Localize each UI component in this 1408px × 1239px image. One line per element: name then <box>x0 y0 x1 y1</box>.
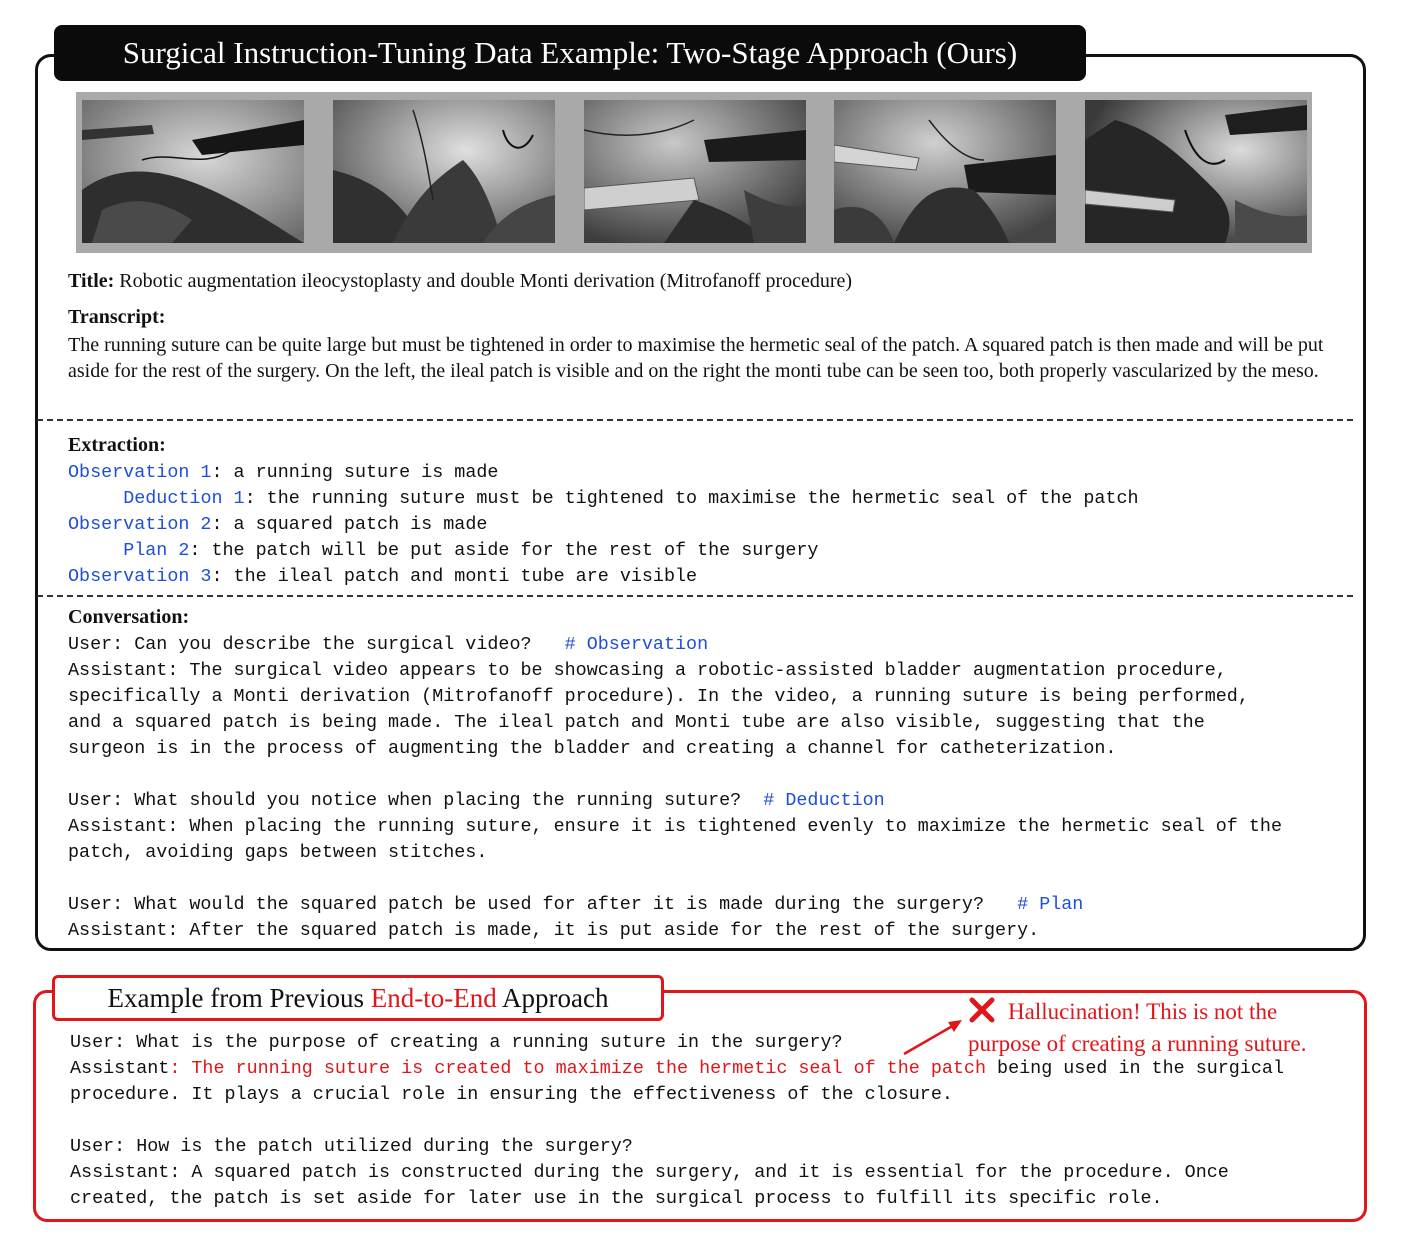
conversation-text: User: Can you describe the surgical video? <box>68 634 565 655</box>
conversation-tag: # Deduction <box>763 790 885 811</box>
extraction-item <box>68 486 1139 512</box>
end-to-end-line <box>70 1134 1284 1160</box>
extraction-item <box>68 564 1139 590</box>
end-to-end-line <box>70 1082 1284 1108</box>
video-frames-strip <box>76 92 1312 253</box>
extraction-item <box>68 538 1139 564</box>
video-frame-3 <box>584 100 806 243</box>
conversation-line <box>68 736 1282 762</box>
extraction-indent <box>68 540 123 561</box>
extraction-item <box>68 512 1139 538</box>
line-text: procedure. It plays a crucial role in ensuring the effectiveness of the closure. <box>70 1084 953 1105</box>
extraction-indent <box>68 488 123 509</box>
conversation-line <box>68 710 1282 736</box>
title-label: Title: <box>68 270 115 292</box>
conversation-list <box>68 632 1282 944</box>
video-frame-4 <box>834 100 1056 243</box>
conversation-text: patch, avoiding gaps between stitches. <box>68 842 488 863</box>
transcript-text: The running suture can be quite large but must be tightened in order to maximise the hermetic seal of the patch. A squared patch is then made and will be put aside for the rest of the surgery. On the left, the ileal patch is visible and on the right the monti tube can be seen too, both properly vascularized by the meso. <box>68 334 1324 382</box>
extraction-tag: Deduction 1 <box>123 488 245 509</box>
conversation-text: User: What would the squared patch be used for after it is made during the surgery? <box>68 894 1018 915</box>
extraction-tag: Plan 2 <box>123 540 190 561</box>
conversation-text: Assistant: After the squared patch is made, it is put aside for the rest of the surgery. <box>68 920 1040 941</box>
extraction-text: : the patch will be put aside for the rest of the surgery <box>189 540 819 561</box>
video-frame-2 <box>333 100 555 243</box>
title-highlight: End-to-End <box>370 983 497 1013</box>
extraction-item <box>68 460 1139 486</box>
conversation-line <box>68 632 1282 658</box>
video-title-line <box>68 270 852 293</box>
end-to-end-line <box>70 1108 1284 1134</box>
title-prefix: Example from Previous <box>107 983 371 1013</box>
conversation-tag: # Observation <box>564 634 709 655</box>
extraction-text: : the ileal patch and monti tube are visible <box>211 566 698 587</box>
note-line-2: purpose of creating a running suture. <box>968 1031 1307 1056</box>
conversation-text: and a squared patch is being made. The ileal patch and Monti tube are also visible, suggesting that the <box>68 712 1205 733</box>
conversation-heading: Conversation: <box>68 606 190 628</box>
conversation-line <box>68 840 1282 866</box>
conversation-line <box>68 814 1282 840</box>
extraction-text: : a running suture is made <box>211 462 499 483</box>
hallucination-note <box>968 996 1358 1060</box>
line-text: created, the patch is set aside for later use in the surgical process to fulfill its specific role. <box>70 1188 1163 1209</box>
line-text <box>70 1110 81 1131</box>
title-suffix: Approach <box>496 983 609 1013</box>
line-text-tail: being used in the surgical <box>986 1058 1284 1079</box>
extraction-heading: Extraction: <box>68 434 166 456</box>
line-text: Assistant: A squared patch is constructed during the surgery, and it is essential for the procedure. Once <box>70 1162 1229 1183</box>
conversation-line <box>68 684 1282 710</box>
conversation-text: Assistant: When placing the running suture, ensure it is tightened evenly to maximize the hermetic seal of the <box>68 816 1282 837</box>
section-divider <box>37 595 1353 597</box>
line-text: Assistant <box>70 1058 170 1079</box>
conversation-line <box>68 762 1282 788</box>
end-to-end-line <box>70 1186 1284 1212</box>
conversation-text: Assistant: The surgical video appears to be showcasing a robotic-assisted bladder augmentation procedure, <box>68 660 1227 681</box>
extraction-list <box>68 460 1139 590</box>
extraction-text: : a squared patch is made <box>211 514 488 535</box>
line-text: User: What is the purpose of creating a running suture in the surgery? <box>70 1032 843 1053</box>
conversation-line <box>68 788 1282 814</box>
note-line-1: Hallucination! This is not the <box>1008 999 1278 1024</box>
video-title: Robotic augmentation ileocystoplasty and double Monti derivation (Mitrofanoff procedure) <box>114 270 853 292</box>
end-to-end-line <box>70 1160 1284 1186</box>
conversation-text: User: What should you notice when placing the running suture? <box>68 790 764 811</box>
arrow-icon <box>898 1010 978 1060</box>
extraction-text: : the running suture must be tightened to maximise the hermetic seal of the patch <box>244 488 1139 509</box>
video-frame-1 <box>82 100 304 243</box>
conversation-line <box>68 658 1282 684</box>
end-to-end-panel-title <box>52 975 664 1021</box>
conversation-text <box>68 764 79 785</box>
conversation-text <box>68 868 79 889</box>
extraction-tag: Observation 3 <box>68 566 212 587</box>
extraction-tag: Observation 1 <box>68 462 212 483</box>
conversation-tag: # Plan <box>1017 894 1084 915</box>
panel-title: Surgical Instruction-Tuning Data Example: Two-Stage Approach (Ours) <box>54 25 1086 81</box>
conversation-text: surgeon is in the process of augmenting the bladder and creating a channel for catheterization. <box>68 738 1117 759</box>
hallucinated-text: : The running suture is created to maximize the hermetic seal of the patch <box>169 1058 987 1079</box>
video-frame-5 <box>1085 100 1307 243</box>
conversation-line <box>68 866 1282 892</box>
extraction-tag: Observation 2 <box>68 514 212 535</box>
line-text: User: How is the patch utilized during the surgery? <box>70 1136 633 1157</box>
section-divider <box>37 419 1353 421</box>
conversation-line <box>68 918 1282 944</box>
conversation-text: specifically a Monti derivation (Mitrofanoff procedure). In the video, a running suture is being performed, <box>68 686 1249 707</box>
conversation-line <box>68 892 1282 918</box>
transcript-heading: Transcript: <box>68 306 166 328</box>
